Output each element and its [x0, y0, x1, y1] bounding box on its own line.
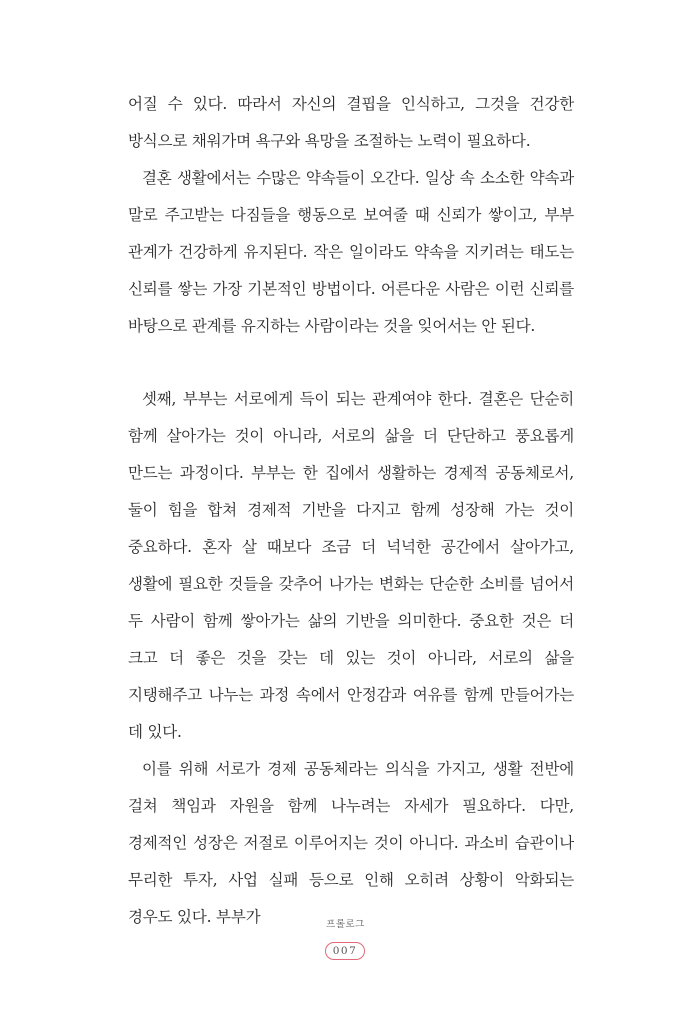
body-text-block-1 — [128, 86, 574, 345]
body-text-block-2 — [128, 381, 574, 936]
paragraph: 어질 수 있다. 따라서 자신의 결핍을 인식하고, 그것을 건강한 방식으로 채워가며 욕구와 욕망을 조절하는 노력이 필요하다. — [128, 95, 574, 150]
paragraph: 이를 위해 서로가 경제 공동체라는 의식을 가지고, 생활 전반에 걸쳐 책임과 자원을 함께 나누려는 자세가 필요하다. 다만, 경제적인 성장은 저절로 이루어지는 것이 아니다. 과소비 습관이나 무리한 투자, 사업 실패 등으로 인해 오히려 상황이 악화되는 경우도 있다. 부부가 — [128, 760, 574, 926]
paragraph: 셋째, 부부는 서로에게 득이 되는 관계여야 한다. 결혼은 단순히 함께 살아가는 것이 아니라, 서로의 삶을 더 단단하고 풍요롭게 만드는 과정이다. 부부는 한 집에서 생활하는 경제적 공동체로서, 둘이 힘을 합쳐 경제적 기반을 다지고 함께 성장해 가는 것이 중요하다. 혼자 살 때보다 조금 더 넉넉한 공간에서 살아가고, 생활에 필요한 것들을 갖추어 나가는 변화는 단순한 소비를 넘어서 두 사람이 함께 쌓아가는 삶의 기반을 의미한다. 중요한 것은 더 크고 더 좋은 것을 갖는 데 있는 것이 아니라, 서로의 삶을 지탱해주고 나누는 과정 속에서 안정감과 여유를 함께 만들어가는 데 있다. — [128, 390, 574, 741]
running-footer-title: 프롤로그 — [326, 919, 365, 930]
page-number: 007 — [325, 942, 365, 960]
paragraph: 결혼 생활에서는 수많은 약속들이 오간다. 일상 속 소소한 약속과 말로 주고받는 다짐들을 행동으로 보여줄 때 신뢰가 쌓이고, 부부 관계가 건강하게 유지된다. 작은 일이라도 약속을 지키려는 태도는 신뢰를 쌓는 가장 기본적인 방법이다. 어른다운 사람은 이런 신뢰를 바탕으로 관계를 유지하는 사람이라는 것을 잊어서는 안 된다. — [128, 169, 574, 335]
